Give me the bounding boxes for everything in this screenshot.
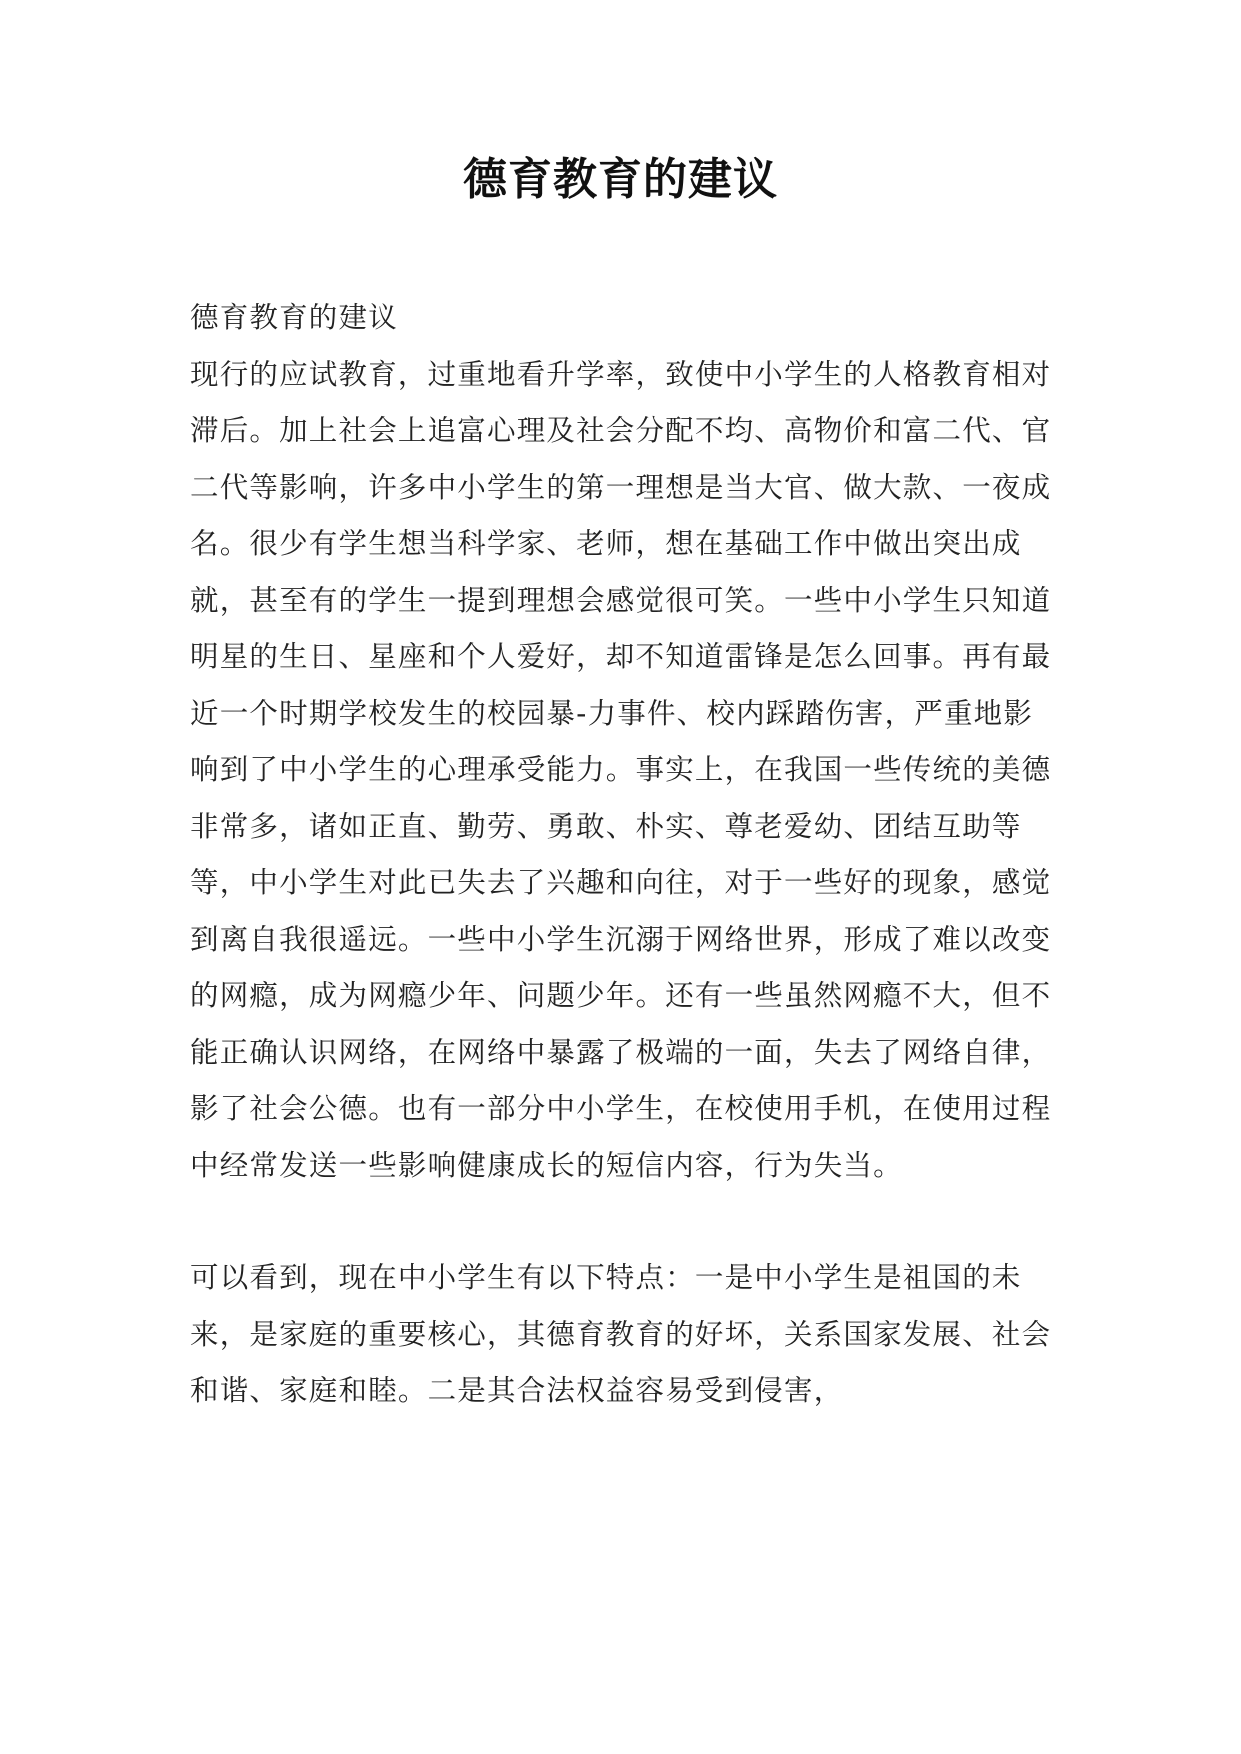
page-title: 德育教育的建议 xyxy=(463,154,778,205)
paragraph-gap xyxy=(190,1194,1060,1250)
section-heading: 德育教育的建议 xyxy=(190,301,398,334)
paragraph-1: 现行的应试教育，过重地看升学率，致使中小学生的人格教育相对滞后。加上社会上追富心理及社会分配不均、高物价和富二代、官二代等影响，许多中小学生的第一理想是当大官、做大款、一夜成名。很少有学生想当科学家、老师，想在基础工作中做出突出成就，甚至有的学生一提到理想会感觉很可笑。一些中小学生只知道明星的生日、星座和个人爱好，却不知道雷锋是怎么回事。再有最近一个时期学校发生的校园暴-力事件、校内踩踏伤害，严重地影响到了中小学生的心理承受能力。事实上，在我国一些传统的美德非常多，诸如正直、勤劳、勇敢、朴实、尊老爱幼、团结互助等等，中小学生对此已失去了兴趣和向往，对于一些好的现象，感觉到离自我很遥远。一些中小学生沉溺于网络世界，形成了难以改变的网瘾，成为网瘾少年、问题少年。还有一些虽然网瘾不大，但不能正确认识网络，在网络中暴露了极端的一面，失去了网络自律，影了社会公德。也有一部分中小学生，在校使用手机，在使用过程中经常发送一些影响健康成长的短信内容，行为失当。 xyxy=(190,357,1052,1182)
document-body xyxy=(190,290,1060,1420)
paragraph-2: 可以看到，现在中小学生有以下特点：一是中小学生是祖国的未来，是家庭的重要核心，其德育教育的好坏，关系国家发展、社会和谐、家庭和睦。二是其合法权益容易受到侵害， xyxy=(190,1261,1052,1407)
